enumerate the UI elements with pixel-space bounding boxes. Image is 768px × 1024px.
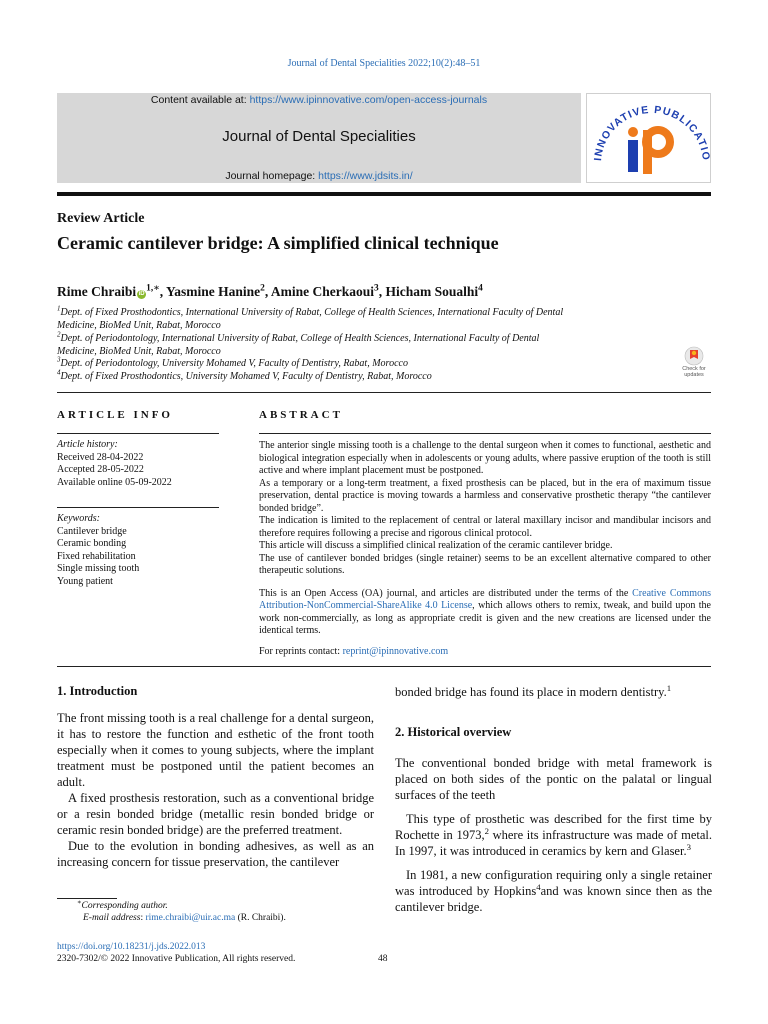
keywords-block	[57, 513, 222, 588]
check-updates-label: Check for updates	[682, 366, 706, 378]
author-email-link[interactable]: rime.chraibi@uir.ac.ma	[145, 913, 236, 923]
history-label: Article history:	[57, 439, 118, 450]
corresponding-footnote	[57, 900, 374, 924]
svg-text:INNOVATIVE PUBLICATION: INNOVATIVE PUBLICATIO	[592, 103, 712, 162]
affiliation-mark: 2	[57, 330, 61, 339]
keyword-item: Ceramic bonding	[57, 538, 127, 549]
header-divider	[57, 192, 711, 196]
corresponding-label: Corresponding author.	[81, 901, 168, 911]
author-name[interactable]: Rime Chraibi	[57, 284, 137, 299]
affiliation-text: Dept. of Periodontology, International University of Rabat, College of Health Sciences, International Faculty of Dental	[60, 333, 540, 344]
copyright-notice: 2320-7302/© 2022 Innovative Publication, All rights reserved.	[57, 954, 296, 964]
homepage-label: Journal homepage:	[225, 170, 319, 182]
body-paragraph: The conventional bonded bridge with metal framework is placed on both sides of the pontic on the palatal or lingual surfaces of the teeth	[395, 756, 712, 802]
online-date: Available online 05-09-2022	[57, 476, 172, 488]
check-updates-icon	[675, 346, 713, 366]
body-text: where its infrastructure was made of metal. In 1997, it was introduced in ceramics by kern and Glaser.	[395, 828, 712, 858]
author-list: Rime Chraibi $iD^{1,∗}$, Yasmine Hanine$^2$, Amine Cherkaoui$^3$, Hicham Soualhi$^4$	[57, 283, 483, 299]
article-title: Ceramic cantilever bridge: A simplified clinical technique	[57, 233, 499, 253]
orcid-icon[interactable]: iD	[138, 291, 145, 297]
article-type: Review Article	[57, 211, 145, 226]
author-name[interactable]: Hicham Soualhi	[385, 284, 479, 299]
affiliation-2	[57, 330, 617, 359]
author-affiliation-mark: 3	[374, 283, 379, 294]
body-paragraph	[395, 811, 712, 859]
affiliation-1	[57, 304, 617, 333]
introduction-heading: 1. Introduction	[57, 684, 138, 698]
section-divider	[57, 666, 711, 667]
citation-mark[interactable]: 1	[666, 682, 672, 693]
abstract-paragraph: The indication is limited to the replacement of central or lateral maxillary incisor and mandibular incisors and therefore requires following a precise and rigorous clinical protocol.	[259, 515, 711, 539]
author-name[interactable]: Amine Cherkaoui	[270, 284, 374, 299]
abstract-paragraph: This article will discuss a simplified clinical realization of the ceramic cantilever bridge.	[259, 540, 613, 551]
reprints-email-link[interactable]: reprint@ipinnovative.com	[342, 645, 449, 657]
abstract-paragraph: The anterior single missing tooth is a challenge to the dental surgeon when it comes to functional, aesthetic and biological integration especially when in adolescents or young adults, where passive eruption of the tooth is still active and where implant placement must be postponed.	[259, 440, 711, 476]
author-affiliation-mark: 1,∗	[146, 283, 160, 294]
citation-mark[interactable]: 2	[484, 825, 489, 836]
body-paragraph: The front missing tooth is a real challenge for a dental surgeon, it has to restore the function and esthetic of the front tooth especially when it comes to young subjects, where the implant treatment must be postponed until the patient becomes an adult.	[57, 711, 374, 789]
innovative-publication-logo[interactable]	[586, 93, 711, 183]
article-history	[57, 439, 222, 489]
keyword-item: Young patient	[57, 575, 113, 587]
abstract-heading: ABSTRACT	[259, 409, 343, 421]
affiliation-mark: 4	[57, 368, 61, 377]
affiliation-mark: 3	[57, 355, 61, 364]
page-footer	[57, 941, 295, 965]
body-paragraph: Due to the evolution in bonding adhesives, as well as an increasing concern for tissue preservation, the cantilever	[57, 839, 374, 869]
body-text: bonded bridge has found its place in modern dentistry.	[395, 685, 667, 699]
content-available-label: Content available at:	[150, 94, 250, 106]
info-divider	[57, 507, 219, 508]
author-affiliation-mark: 2	[260, 283, 265, 294]
citation-mark[interactable]: 4	[536, 881, 541, 892]
email-suffix: (R. Chraibi).	[235, 913, 286, 923]
body-paragraph	[395, 867, 712, 915]
author-name[interactable]: Yasmine Hanine	[165, 284, 261, 299]
abstract-paragraph: The use of cantilever bonded bridges (single retainer) seems to be an excellent alternative compared to other therapeutic solutions.	[259, 552, 711, 576]
right-column-continuation	[395, 684, 712, 700]
check-for-updates-badge[interactable]	[675, 346, 713, 380]
affiliation-text: Dept. of Fixed Prosthodontics, University Mohamed V, Faculty of Dentistry, Rabat, Morocco	[60, 371, 432, 382]
abstract-body	[259, 440, 711, 658]
reprints-contact	[259, 646, 711, 659]
affiliation-text: Dept. of Fixed Prosthodontics, International University of Rabat, College of Health Sciences, International Faculty of Dental	[60, 307, 564, 318]
abstract-divider	[259, 433, 711, 434]
keyword-item: Single missing tooth	[57, 563, 140, 574]
license-link[interactable]: Creative Commons Attribution-NonCommercial-ShareAlike 4.0 License	[259, 587, 711, 611]
affiliation-text: Medicine, BioMed Unit, Rabat, Morocco	[57, 319, 221, 331]
license-text: This is an Open Access (OA) journal, and articles are distributed under the terms of the	[259, 587, 633, 599]
journal-homepage-line	[57, 170, 581, 182]
doi-link[interactable]: https://doi.org/10.18231/j.jds.2022.013	[57, 942, 206, 952]
content-url-link[interactable]: https://www.ipinnovative.com/open-access-journals	[249, 94, 488, 106]
body-text: This type of prosthetic was described for the first time by Rochette in 1973,	[395, 812, 712, 842]
received-date: Received 28-04-2022	[57, 451, 144, 463]
body-paragraph	[395, 684, 712, 700]
publisher-logo-icon	[587, 94, 712, 184]
corresponding-author-line	[57, 900, 374, 912]
citation-mark[interactable]: 3	[686, 841, 691, 852]
journal-name: Journal of Dental Specialities	[222, 128, 416, 145]
email-label: E-mail address	[83, 913, 141, 923]
affiliation-text: Dept. of Periodontology, University Mohamed V, Faculty of Dentistry, Rabat, Morocco	[60, 358, 408, 369]
affiliation-text: Medicine, BioMed Unit, Rabat, Morocco	[57, 345, 221, 357]
journal-banner	[57, 93, 581, 183]
historical-overview-body	[395, 755, 712, 915]
historical-overview-heading: 2. Historical overview	[395, 725, 512, 739]
article-info-heading: ARTICLE INFO	[57, 409, 173, 421]
license-statement	[259, 588, 711, 638]
email-line: E-mail address: rime.chraibi@uir.ac.ma (R. Chraibi).	[83, 913, 286, 923]
author-affiliation-mark: 4	[478, 283, 483, 294]
body-text: and was known since then as the cantilever bridge.	[395, 884, 712, 914]
keywords-label: Keywords:	[57, 513, 100, 524]
footnote-divider	[57, 898, 117, 899]
abstract-paragraph: As a temporary or a long-term treatment, a fixed prosthesis can be placed, but in the era of maximum tissue preservation, dental practice is moving towards a harmless and conservative prosthetic therapy “the cantilever bonded bridge”.	[259, 477, 711, 514]
affiliation-mark: 1	[57, 304, 61, 313]
keyword-item: Cantilever bridge	[57, 525, 127, 537]
body-text: In 1981, a new configuration requiring only a single retainer was introduced by Hopkins	[395, 868, 712, 898]
corresponding-mark: ∗	[77, 898, 82, 906]
introduction-body	[57, 710, 374, 870]
journal-citation[interactable]: Journal of Dental Specialities 2022;10(2):48–51	[287, 58, 481, 69]
page-number: 48	[378, 954, 388, 964]
section-divider	[57, 392, 711, 393]
content-availability-line	[57, 94, 581, 106]
affiliation-3	[57, 355, 617, 371]
homepage-url-link[interactable]: https://www.jdsits.in/	[318, 170, 413, 182]
accepted-date: Accepted 28-05-2022	[57, 464, 144, 475]
info-divider	[57, 433, 219, 434]
reprints-label: For reprints contact:	[259, 645, 343, 657]
license-text: , which allows others to remix, tweak, and build upon the work non-commercially, as long as appropriate credit is given and the new creations are licensed under the identical terms.	[259, 600, 711, 636]
keyword-item: Fixed rehabilitation	[57, 550, 136, 562]
affiliation-4	[57, 368, 617, 384]
body-paragraph: A fixed prosthesis restoration, such as a conventional bridge or a resin bonded bridge (metallic resin bonded bridge or ceramic resin bonded bridge) are the preferred treatment.	[57, 791, 374, 837]
